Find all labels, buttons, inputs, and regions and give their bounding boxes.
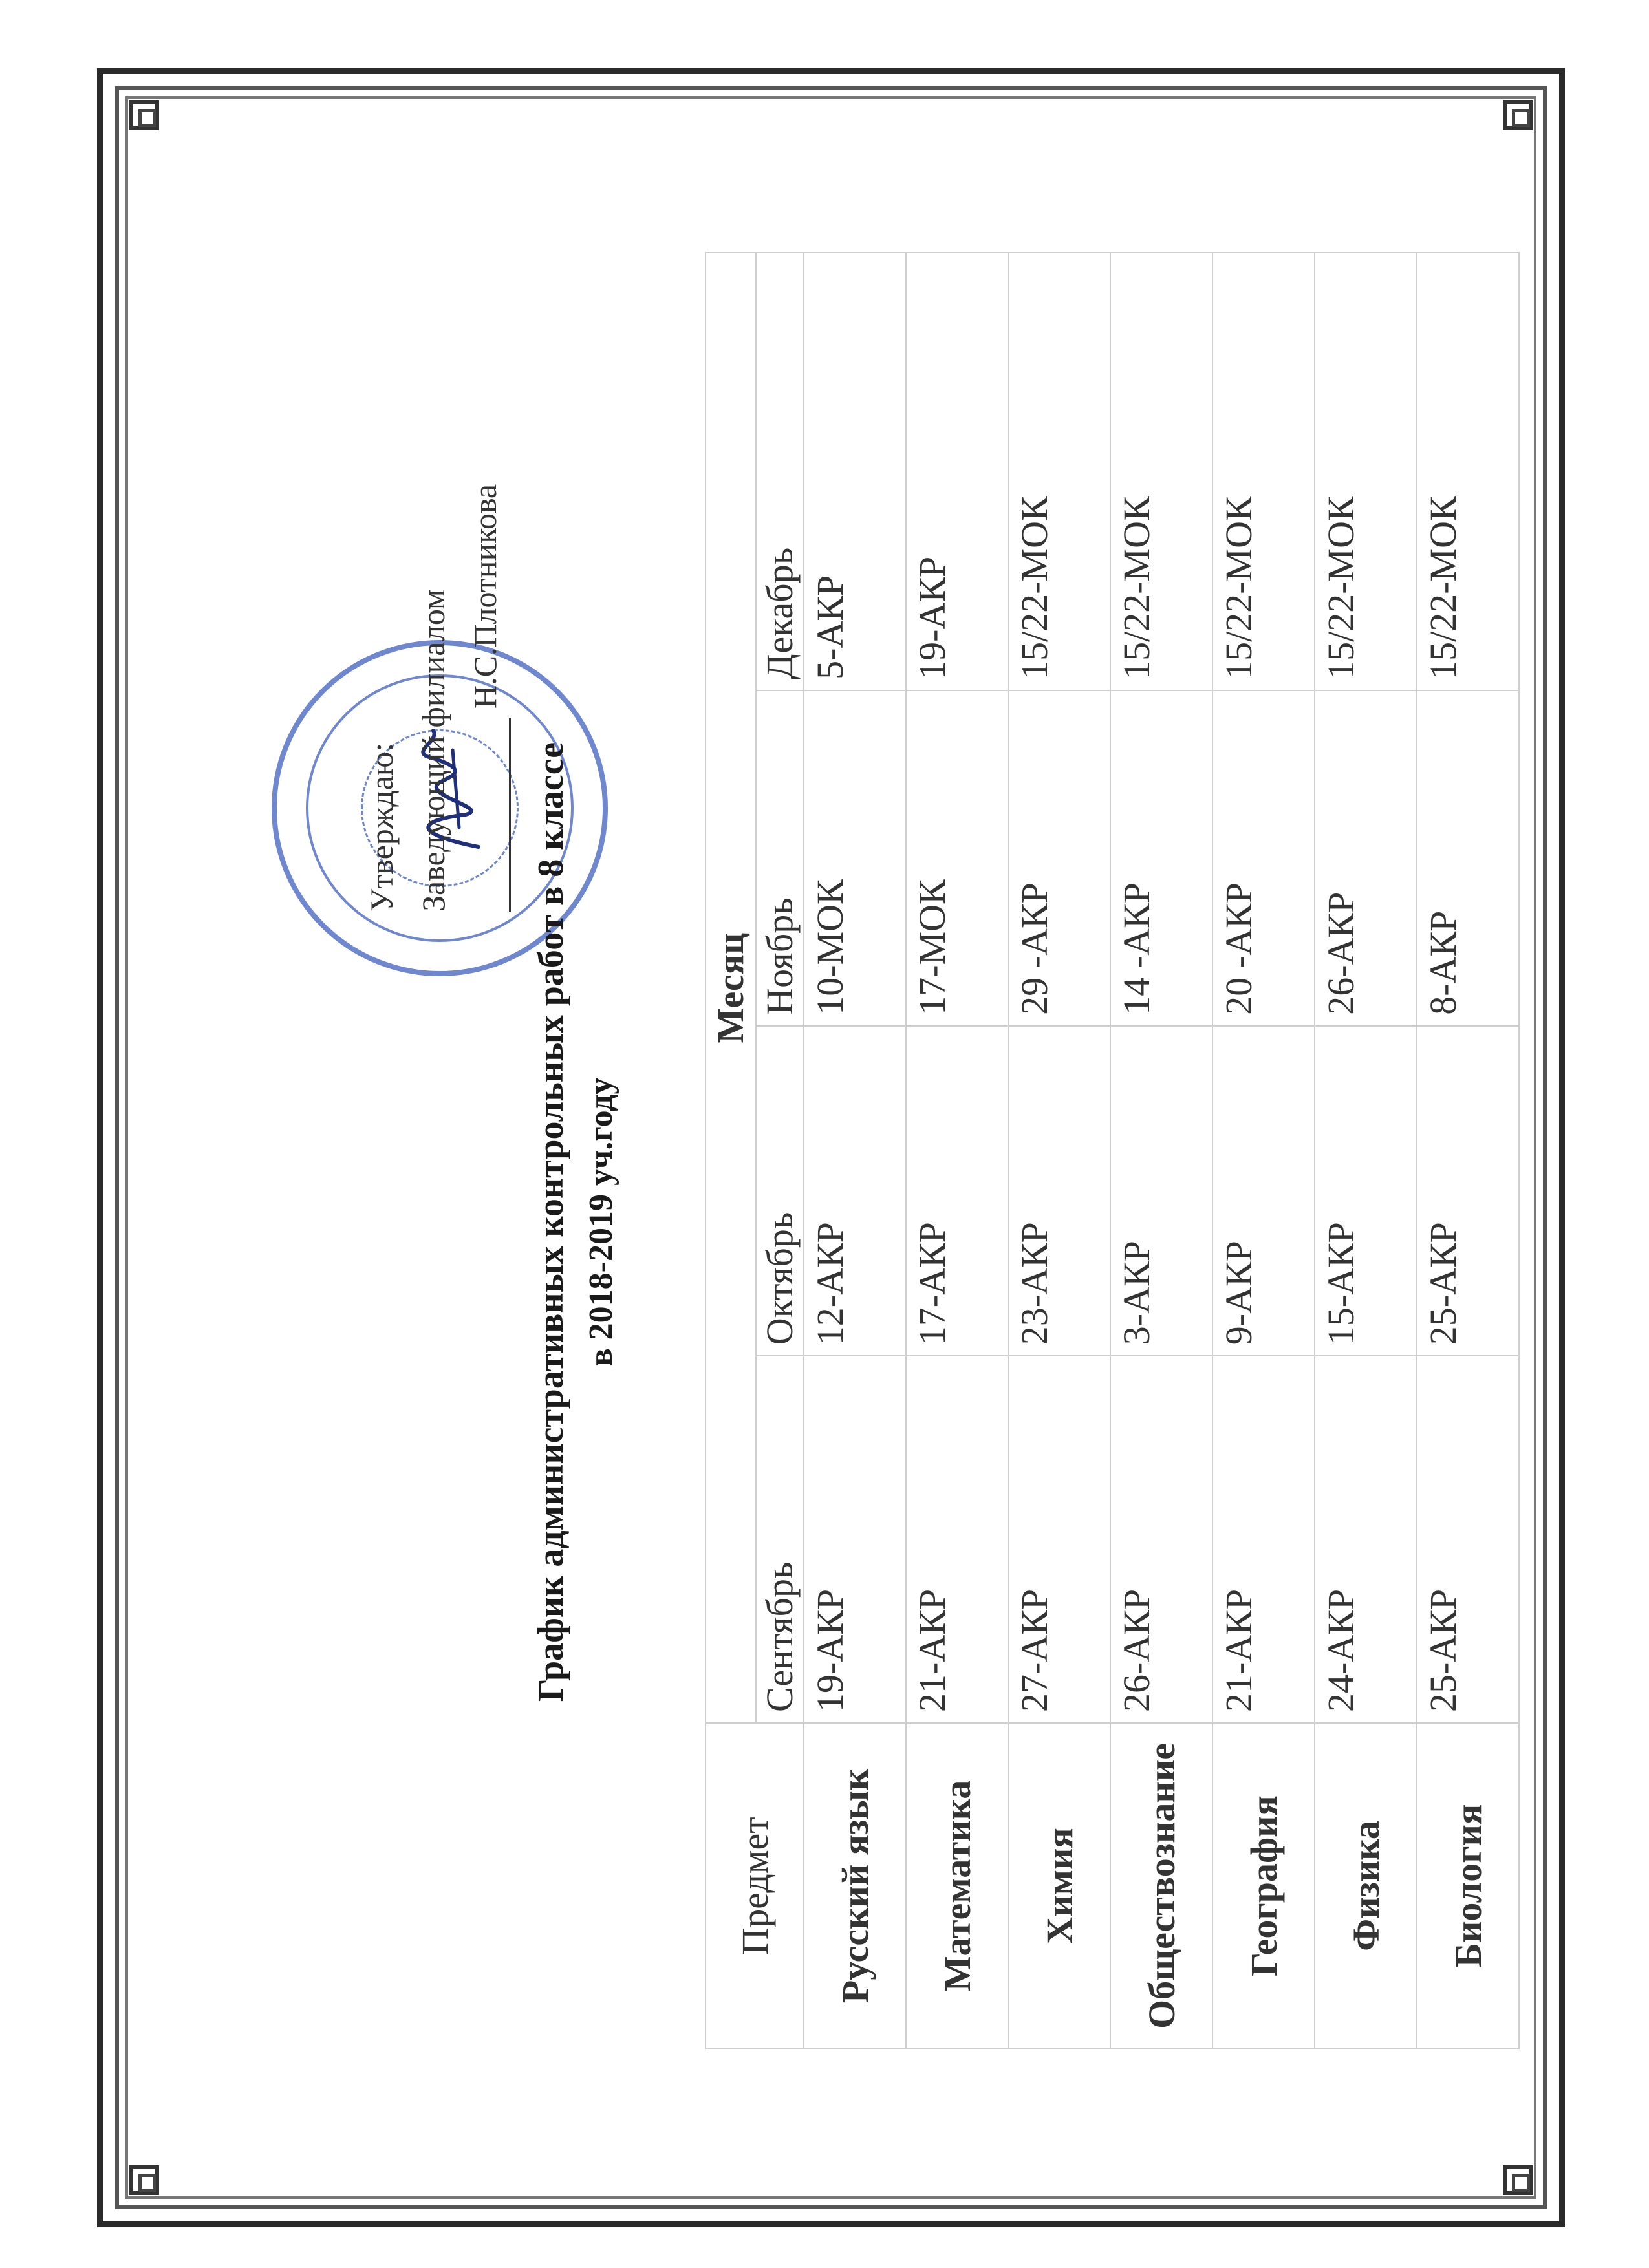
subject-column-header: Предмет: [706, 1723, 804, 2049]
schedule-cell: 27-АКР: [1008, 1356, 1110, 1723]
month-header-october: Октябрь: [756, 1026, 804, 1356]
schedule-cell: 29 -АКР: [1008, 690, 1110, 1026]
schedule-cell: 24-АКР: [1315, 1356, 1417, 1723]
month-group-header: Месяц: [706, 253, 756, 1723]
month-header-november: Ноябрь: [756, 690, 804, 1026]
schedule-cell: 26-АКР: [1315, 690, 1417, 1026]
schedule-cell: 15/22-МОК: [1212, 253, 1315, 690]
subject-name: Химия: [1008, 1723, 1110, 2049]
table-row: [1008, 253, 1110, 2049]
frame-corner-top-left: [129, 100, 159, 130]
approval-block: [356, 459, 511, 912]
table-row: [1110, 253, 1212, 2049]
subject-name: Обществознание: [1110, 1723, 1212, 2049]
approval-label: Утверждаю:: [363, 742, 400, 912]
frame-corner-top-right: [1503, 100, 1533, 130]
schedule-cell: 3-АКР: [1110, 1026, 1212, 1356]
signature-line: [477, 718, 511, 912]
table-header-row: [706, 253, 756, 2049]
subject-name: Русский язык: [804, 1723, 906, 2049]
schedule-cell: 17-МОК: [906, 690, 1008, 1026]
schedule-cell: 20 -АКР: [1212, 690, 1315, 1026]
schedule-cell: 19-АКР: [906, 253, 1008, 690]
schedule-cell: 25-АКР: [1417, 1026, 1519, 1356]
schedule-cell: 14 -АКР: [1110, 690, 1212, 1026]
document-landscape-content: [356, 194, 1489, 2134]
approval-name: Н.С.Плотникова: [467, 484, 503, 709]
schedule-cell: 15/22-МОК: [1417, 253, 1519, 690]
schedule-cell: 19-АКР: [804, 1356, 906, 1723]
frame-corner-bottom-right: [1503, 2165, 1533, 2195]
approval-position: Заведующий филиалом: [415, 589, 451, 912]
schedule-cell: 8-АКР: [1417, 690, 1519, 1026]
table-row: [804, 253, 906, 2049]
month-header-december: Декабрь: [756, 253, 804, 690]
table-row: [1212, 253, 1315, 2049]
frame-corner-bottom-left: [129, 2165, 159, 2195]
schedule-cell: 10-МОК: [804, 690, 906, 1026]
subject-name: Биология: [1417, 1723, 1519, 2049]
document-title: График административных контрольных работ в 8 классе: [531, 742, 571, 1702]
subject-name: География: [1212, 1723, 1315, 2049]
schedule-cell: 15-АКР: [1315, 1026, 1417, 1356]
schedule-cell: 17-АКР: [906, 1026, 1008, 1356]
schedule-cell: 15/22-МОК: [1315, 253, 1417, 690]
schedule-table: [705, 252, 1520, 2049]
month-header-september: Сентябрь: [756, 1356, 804, 1723]
subject-name: Физика: [1315, 1723, 1417, 2049]
schedule-cell: 21-АКР: [906, 1356, 1008, 1723]
schedule-cell: 25-АКР: [1417, 1356, 1519, 1723]
schedule-cell: 15/22-МОК: [1008, 253, 1110, 690]
schedule-cell: 23-АКР: [1008, 1026, 1110, 1356]
table-row: [1315, 253, 1417, 2049]
schedule-cell: 9-АКР: [1212, 1026, 1315, 1356]
approval-signatory: [459, 459, 511, 912]
table-row: [906, 253, 1008, 2049]
document-subtitle: в 2018-2019 уч.году: [583, 1077, 620, 1367]
table-row: [1417, 253, 1519, 2049]
schedule-cell: 12-АКР: [804, 1026, 906, 1356]
schedule-cell: 21-АКР: [1212, 1356, 1315, 1723]
schedule-cell: 15/22-МОК: [1110, 253, 1212, 690]
schedule-cell: 26-АКР: [1110, 1356, 1212, 1723]
schedule-cell: 5-АКР: [804, 253, 906, 690]
subject-name: Математика: [906, 1723, 1008, 2049]
